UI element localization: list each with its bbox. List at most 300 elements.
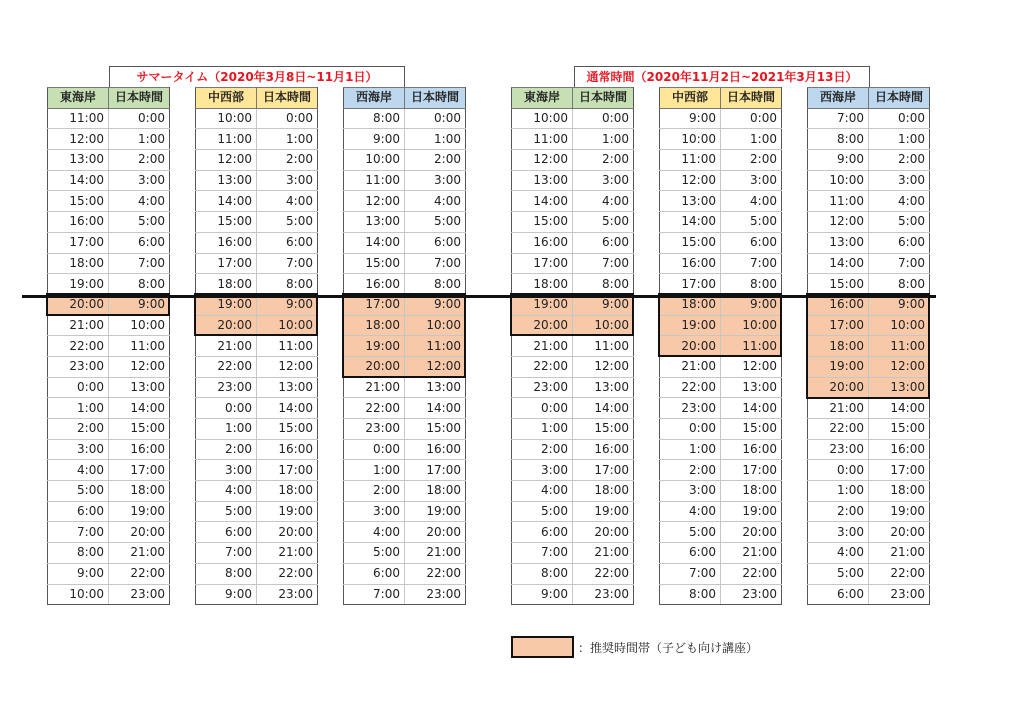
table-row [808, 419, 930, 440]
summer-table-central [195, 87, 318, 605]
local-time-cell: 3:00 [48, 439, 109, 460]
local-time-cell: 6:00 [48, 501, 109, 522]
local-time-cell: 18:00 [196, 274, 257, 295]
japan-time-cell: 2:00 [573, 150, 634, 171]
japan-time-cell: 2:00 [405, 150, 466, 171]
japan-time-cell: 16:00 [721, 439, 782, 460]
japan-time-cell: 11:00 [405, 336, 466, 357]
japan-time-cell: 12:00 [869, 356, 930, 377]
japan-time-cell: 1:00 [721, 129, 782, 150]
table-header-row [196, 88, 318, 109]
table-row [196, 315, 318, 336]
table-row [196, 191, 318, 212]
japan-time-cell: 5:00 [573, 212, 634, 233]
local-time-cell: 9:00 [808, 150, 869, 171]
table-row [48, 170, 170, 191]
local-time-cell: 5:00 [344, 543, 405, 564]
local-time-cell: 22:00 [660, 377, 721, 398]
table-row [344, 170, 466, 191]
local-time-cell: 14:00 [808, 253, 869, 274]
japan-time-cell: 4:00 [721, 191, 782, 212]
table-row [512, 191, 634, 212]
local-time-cell: 19:00 [512, 294, 573, 315]
japan-time-cell: 20:00 [721, 522, 782, 543]
local-time-cell: 22:00 [512, 356, 573, 377]
japan-time-cell: 17:00 [573, 460, 634, 481]
local-time-cell: 0:00 [48, 377, 109, 398]
japan-time-cell: 5:00 [257, 212, 318, 233]
local-time-cell: 19:00 [196, 294, 257, 315]
japan-time-cell: 19:00 [869, 501, 930, 522]
japan-time-cell: 6:00 [721, 232, 782, 253]
local-time-cell: 17:00 [808, 315, 869, 336]
local-time-cell: 9:00 [512, 584, 573, 605]
local-time-cell: 6:00 [196, 522, 257, 543]
table-row [196, 419, 318, 440]
table-row [808, 253, 930, 274]
table-row [48, 356, 170, 377]
local-time-cell: 5:00 [512, 501, 573, 522]
local-time-cell: 22:00 [48, 336, 109, 357]
local-time-cell: 1:00 [344, 460, 405, 481]
japan-time-cell: 10:00 [405, 315, 466, 336]
japan-time-cell: 4:00 [405, 191, 466, 212]
local-time-cell: 14:00 [660, 212, 721, 233]
japan-time-cell: 10:00 [109, 315, 170, 336]
japan-time-cell: 2:00 [109, 150, 170, 171]
local-time-cell: 10:00 [48, 584, 109, 605]
japan-time-cell: 22:00 [257, 563, 318, 584]
japan-time-cell: 12:00 [573, 356, 634, 377]
local-time-cell: 12:00 [196, 150, 257, 171]
table-row [660, 212, 782, 233]
local-time-cell: 17:00 [196, 253, 257, 274]
local-time-cell: 4:00 [660, 501, 721, 522]
local-time-cell: 18:00 [48, 253, 109, 274]
local-time-cell: 4:00 [344, 522, 405, 543]
table-row [660, 398, 782, 419]
table-row [660, 232, 782, 253]
japan-time-cell: 13:00 [869, 377, 930, 398]
local-time-cell: 1:00 [808, 481, 869, 502]
table-row [344, 522, 466, 543]
japan-time-cell: 11:00 [257, 336, 318, 357]
local-time-cell: 12:00 [344, 191, 405, 212]
japan-time-cell: 14:00 [573, 398, 634, 419]
table-row [196, 460, 318, 481]
japan-time-cell: 13:00 [405, 377, 466, 398]
local-time-cell: 22:00 [196, 356, 257, 377]
local-time-cell: 13:00 [344, 212, 405, 233]
table-row [512, 481, 634, 502]
japan-time-cell: 9:00 [573, 294, 634, 315]
japan-time-cell: 5:00 [405, 212, 466, 233]
table-row [808, 129, 930, 150]
japan-time-cell: 23:00 [257, 584, 318, 605]
local-time-cell: 11:00 [512, 129, 573, 150]
japan-time-cell: 16:00 [109, 439, 170, 460]
local-time-cell: 7:00 [512, 543, 573, 564]
japan-time-cell: 4:00 [109, 191, 170, 212]
japan-time-cell: 3:00 [405, 170, 466, 191]
table-row [808, 356, 930, 377]
local-time-cell: 17:00 [344, 294, 405, 315]
japan-time-cell: 15:00 [257, 419, 318, 440]
table-row [48, 336, 170, 357]
local-time-cell: 16:00 [344, 274, 405, 295]
local-time-cell: 8:00 [344, 108, 405, 129]
table-row [512, 584, 634, 605]
region-header: 西海岸 [344, 88, 405, 109]
japan-time-cell: 18:00 [109, 481, 170, 502]
table-row [808, 232, 930, 253]
japan-time-cell: 22:00 [869, 563, 930, 584]
japan-time-cell: 6:00 [109, 232, 170, 253]
japan-time-cell: 16:00 [405, 439, 466, 460]
japan-time-header: 日本時間 [257, 88, 318, 109]
japan-time-cell: 20:00 [109, 522, 170, 543]
japan-time-cell: 1:00 [573, 129, 634, 150]
table-row [344, 356, 466, 377]
japan-time-cell: 20:00 [869, 522, 930, 543]
local-time-cell: 12:00 [512, 150, 573, 171]
table-header-row [344, 88, 466, 109]
japan-time-cell: 3:00 [109, 170, 170, 191]
table-row [512, 543, 634, 564]
table-row [660, 108, 782, 129]
region-header: 西海岸 [808, 88, 869, 109]
local-time-cell: 3:00 [344, 501, 405, 522]
table-row [196, 563, 318, 584]
japan-time-cell: 23:00 [869, 584, 930, 605]
table-row [808, 522, 930, 543]
japan-time-cell: 0:00 [109, 108, 170, 129]
japan-time-cell: 2:00 [721, 150, 782, 171]
japan-time-cell: 7:00 [721, 253, 782, 274]
local-time-cell: 10:00 [344, 150, 405, 171]
table-row [344, 460, 466, 481]
japan-time-cell: 7:00 [405, 253, 466, 274]
local-time-cell: 2:00 [196, 439, 257, 460]
japan-time-cell: 10:00 [869, 315, 930, 336]
local-time-cell: 13:00 [48, 150, 109, 171]
local-time-cell: 2:00 [660, 460, 721, 481]
table-row [512, 212, 634, 233]
table-row [48, 315, 170, 336]
local-time-cell: 8:00 [808, 129, 869, 150]
table-row [196, 481, 318, 502]
table-row [512, 336, 634, 357]
table-row [48, 274, 170, 295]
table-row [660, 419, 782, 440]
japan-time-cell: 13:00 [257, 377, 318, 398]
local-time-cell: 21:00 [196, 336, 257, 357]
local-time-cell: 23:00 [512, 377, 573, 398]
local-time-cell: 0:00 [344, 439, 405, 460]
japan-time-cell: 10:00 [573, 315, 634, 336]
table-row [660, 543, 782, 564]
japan-time-cell: 18:00 [721, 481, 782, 502]
table-row [196, 336, 318, 357]
japan-time-cell: 7:00 [869, 253, 930, 274]
table-row [344, 439, 466, 460]
local-time-cell: 16:00 [660, 253, 721, 274]
table-row [660, 274, 782, 295]
japan-time-header: 日本時間 [573, 88, 634, 109]
local-time-cell: 12:00 [48, 129, 109, 150]
japan-time-cell: 7:00 [109, 253, 170, 274]
standard-time-title: 通常時間（2020年11月2日~2021年3月13日） [574, 66, 870, 87]
table-row [48, 253, 170, 274]
local-time-cell: 6:00 [660, 543, 721, 564]
japan-time-cell: 19:00 [573, 501, 634, 522]
japan-time-cell: 22:00 [573, 563, 634, 584]
standard-table-west [807, 87, 930, 605]
japan-time-cell: 10:00 [721, 315, 782, 336]
table-row [808, 543, 930, 564]
local-time-cell: 10:00 [512, 108, 573, 129]
table-row [512, 108, 634, 129]
local-time-cell: 15:00 [48, 191, 109, 212]
japan-time-cell: 8:00 [257, 274, 318, 295]
table-row [196, 129, 318, 150]
table-row [48, 108, 170, 129]
table-row [512, 501, 634, 522]
table-row [48, 129, 170, 150]
table-row [660, 356, 782, 377]
current-time-divider [22, 295, 936, 298]
local-time-cell: 10:00 [196, 108, 257, 129]
local-time-cell: 3:00 [512, 460, 573, 481]
table-row [660, 439, 782, 460]
table-row [196, 522, 318, 543]
japan-time-cell: 20:00 [573, 522, 634, 543]
table-row [808, 584, 930, 605]
table-row [196, 398, 318, 419]
local-time-cell: 1:00 [512, 419, 573, 440]
table-row [196, 150, 318, 171]
local-time-cell: 9:00 [196, 584, 257, 605]
table-row [344, 398, 466, 419]
local-time-cell: 19:00 [808, 356, 869, 377]
japan-time-cell: 11:00 [109, 336, 170, 357]
table-row [808, 212, 930, 233]
japan-time-cell: 14:00 [869, 398, 930, 419]
japan-time-cell: 0:00 [721, 108, 782, 129]
local-time-cell: 16:00 [196, 232, 257, 253]
local-time-cell: 20:00 [808, 377, 869, 398]
japan-time-cell: 18:00 [405, 481, 466, 502]
japan-time-cell: 3:00 [573, 170, 634, 191]
local-time-cell: 7:00 [660, 563, 721, 584]
table-row [512, 129, 634, 150]
japan-time-cell: 22:00 [405, 563, 466, 584]
japan-time-cell: 21:00 [869, 543, 930, 564]
local-time-cell: 13:00 [808, 232, 869, 253]
summer-table-east [47, 87, 170, 605]
table-row [808, 191, 930, 212]
local-time-cell: 15:00 [344, 253, 405, 274]
local-time-cell: 23:00 [660, 398, 721, 419]
local-time-cell: 20:00 [196, 315, 257, 336]
table-row [196, 501, 318, 522]
local-time-cell: 16:00 [512, 232, 573, 253]
local-time-cell: 12:00 [660, 170, 721, 191]
table-row [808, 563, 930, 584]
japan-time-cell: 7:00 [573, 253, 634, 274]
local-time-cell: 8:00 [196, 563, 257, 584]
local-time-cell: 18:00 [344, 315, 405, 336]
table-row [808, 315, 930, 336]
japan-time-cell: 17:00 [721, 460, 782, 481]
table-row [512, 419, 634, 440]
local-time-cell: 2:00 [48, 419, 109, 440]
table-row [196, 212, 318, 233]
table-row [660, 377, 782, 398]
local-time-cell: 19:00 [660, 315, 721, 336]
table-row [660, 191, 782, 212]
local-time-cell: 23:00 [48, 356, 109, 377]
japan-time-cell: 13:00 [573, 377, 634, 398]
japan-time-cell: 8:00 [109, 274, 170, 295]
local-time-cell: 17:00 [660, 274, 721, 295]
japan-time-cell: 6:00 [405, 232, 466, 253]
table-row [196, 377, 318, 398]
japan-time-cell: 7:00 [257, 253, 318, 274]
table-row [512, 315, 634, 336]
local-time-cell: 14:00 [512, 191, 573, 212]
japan-time-cell: 6:00 [573, 232, 634, 253]
local-time-cell: 2:00 [808, 501, 869, 522]
table-row [344, 481, 466, 502]
region-header: 中西部 [196, 88, 257, 109]
japan-time-cell: 3:00 [869, 170, 930, 191]
table-row [512, 377, 634, 398]
table-row [660, 315, 782, 336]
local-time-cell: 2:00 [512, 439, 573, 460]
local-time-cell: 23:00 [808, 439, 869, 460]
japan-time-cell: 21:00 [257, 543, 318, 564]
legend-swatch [511, 636, 574, 658]
local-time-cell: 14:00 [196, 191, 257, 212]
table-row [808, 170, 930, 191]
table-row [48, 439, 170, 460]
japan-time-cell: 4:00 [869, 191, 930, 212]
table-row [808, 377, 930, 398]
table-row [344, 253, 466, 274]
local-time-cell: 11:00 [196, 129, 257, 150]
japan-time-cell: 23:00 [721, 584, 782, 605]
japan-time-cell: 9:00 [405, 294, 466, 315]
japan-time-cell: 1:00 [869, 129, 930, 150]
japan-time-cell: 9:00 [869, 294, 930, 315]
table-row [808, 274, 930, 295]
local-time-cell: 3:00 [660, 481, 721, 502]
japan-time-cell: 12:00 [405, 356, 466, 377]
japan-time-cell: 23:00 [109, 584, 170, 605]
table-row [48, 191, 170, 212]
local-time-cell: 4:00 [808, 543, 869, 564]
japan-time-cell: 19:00 [109, 501, 170, 522]
local-time-cell: 7:00 [48, 522, 109, 543]
japan-time-cell: 13:00 [109, 377, 170, 398]
japan-time-cell: 2:00 [869, 150, 930, 171]
japan-time-cell: 0:00 [257, 108, 318, 129]
local-time-cell: 20:00 [512, 315, 573, 336]
table-row [660, 336, 782, 357]
local-time-cell: 7:00 [196, 543, 257, 564]
japan-time-cell: 17:00 [869, 460, 930, 481]
japan-time-cell: 5:00 [721, 212, 782, 233]
japan-time-cell: 21:00 [405, 543, 466, 564]
local-time-cell: 16:00 [808, 294, 869, 315]
local-time-cell: 5:00 [196, 501, 257, 522]
table-row [512, 274, 634, 295]
japan-time-cell: 13:00 [721, 377, 782, 398]
local-time-cell: 15:00 [512, 212, 573, 233]
local-time-cell: 1:00 [48, 398, 109, 419]
table-row [48, 232, 170, 253]
table-row [48, 543, 170, 564]
japan-time-cell: 15:00 [109, 419, 170, 440]
local-time-cell: 5:00 [660, 522, 721, 543]
table-row [196, 543, 318, 564]
standard-table-central [659, 87, 782, 605]
table-row [344, 419, 466, 440]
table-row [48, 398, 170, 419]
local-time-cell: 15:00 [196, 212, 257, 233]
table-row [512, 563, 634, 584]
table-row [808, 460, 930, 481]
table-row [196, 439, 318, 460]
table-row [48, 563, 170, 584]
table-row [48, 377, 170, 398]
local-time-cell: 11:00 [48, 108, 109, 129]
standard-table-east [511, 87, 634, 605]
japan-time-cell: 11:00 [869, 336, 930, 357]
local-time-cell: 20:00 [660, 336, 721, 357]
japan-time-cell: 12:00 [109, 356, 170, 377]
table-row [344, 563, 466, 584]
table-row [808, 501, 930, 522]
japan-time-cell: 22:00 [721, 563, 782, 584]
japan-time-cell: 8:00 [405, 274, 466, 295]
table-row [808, 108, 930, 129]
local-time-cell: 10:00 [808, 170, 869, 191]
local-time-cell: 8:00 [660, 584, 721, 605]
local-time-cell: 9:00 [48, 563, 109, 584]
japan-time-cell: 17:00 [405, 460, 466, 481]
table-row [344, 584, 466, 605]
summer-time-title: サマータイム（2020年3月8日~11月1日） [109, 66, 405, 87]
japan-time-header: 日本時間 [869, 88, 930, 109]
local-time-cell: 13:00 [660, 191, 721, 212]
local-time-cell: 3:00 [196, 460, 257, 481]
table-row [48, 501, 170, 522]
japan-time-cell: 17:00 [257, 460, 318, 481]
local-time-cell: 7:00 [344, 584, 405, 605]
japan-time-cell: 9:00 [721, 294, 782, 315]
japan-time-cell: 14:00 [721, 398, 782, 419]
table-row [660, 481, 782, 502]
japan-time-cell: 15:00 [405, 419, 466, 440]
japan-time-cell: 6:00 [869, 232, 930, 253]
local-time-cell: 18:00 [808, 336, 869, 357]
japan-time-cell: 0:00 [573, 108, 634, 129]
local-time-cell: 1:00 [660, 439, 721, 460]
local-time-cell: 22:00 [344, 398, 405, 419]
table-row [808, 398, 930, 419]
